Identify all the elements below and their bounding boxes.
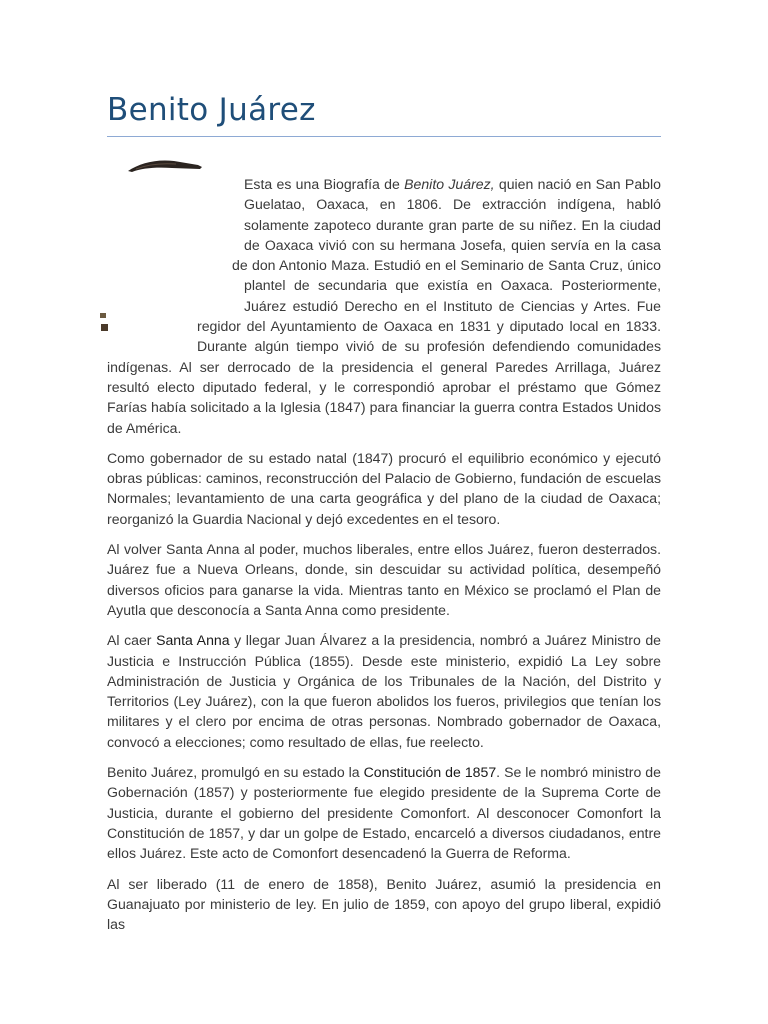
text-run: y llegar Juan Álvarez a la presidencia, nombró a Juárez Ministro de Justicia e Instrucción Pública (1855). Desde este ministerio, expidió La Ley sobre Administración de Justicia y Orgánica de los Tribunales de la Nación, del Distrito y Territorios (Ley Juárez), con la que fueron abolidos los fueros, privilegios que tenían los militares y el clero por encima de otras personas. Nombrado gobernador de Oaxaca, convocó a elecciones; como resultado de ellas, fue reelecto. <box>107 632 662 750</box>
paragraph <box>107 539 661 620</box>
text-run: Esta es una Biografía de <box>244 176 405 192</box>
text-run: Al volver Santa Anna al poder, muchos liberales, entre ellos Juárez, fueron desterrados. Juárez fue a Nueva Orleans, donde, sin descuidar su actividad política, desempeñó diversos oficios para ganarse la vida. Mientras tanto en México se proclamó el Plan de Ayutla que desconocía a Santa Anna como presidente. <box>107 541 661 618</box>
text-run: quien nació en San Pablo Guelatao, Oaxaca, en 1806. De extracción indígena, habló solamente zapoteco durante gran parte de su niñez. En la ciudad de Oaxaca vivió con su hermana Josefa, quien servía en la casa de don Antonio Maza. Estudió en el Seminario de Santa Cruz, único plantel de secundaria que existía en Oaxaca. Posteriormente, Juárez estudió Derecho en el Instituto de Ciencias y Artes. Fue regidor del Ayuntamiento de Oaxaca en 1831 y diputado local en 1833. Durante algún tiempo vivió de su profesión defendiendo comunidades indígenas. Al ser derrocado de la presidencia el general Paredes Arrillaga, Juárez resultó electo diputado federal, y le correspondió aprobar el préstamo que Gómez Farías había solicitado a la Iglesia (1847) para financiar la guerra contra Estados Unidos de América. <box>107 176 661 436</box>
page-title: Benito Juárez <box>107 92 316 128</box>
image-fragment <box>100 313 108 333</box>
text-run: Como gobernador de su estado natal (1847) procuró el equilibrio económico y ejecutó obras públicas: caminos, reconstrucción del Palacio de Gobierno, fundación de escuelas Normales; levantamiento de una carta geográfica y del plano de la ciudad de Oaxaca; reorganizó la Guardia Nacional y dejó excedentes en el tesoro. <box>107 449 661 527</box>
image-wrap-spacer <box>107 215 244 235</box>
image-wrap-spacer <box>107 235 244 255</box>
document-body <box>107 174 661 944</box>
text-run: Al caer <box>107 632 157 649</box>
image-wrap-spacer <box>107 316 197 336</box>
constitucion-1857-link[interactable]: Constitución de 1857 <box>363 764 497 781</box>
paragraph <box>107 630 661 752</box>
text-run: Al ser liberado (11 de enero de 1858), Benito Juárez, asumió la presidencia en Guanajuato por ministerio de ley. En julio de 1859, con apoyo del grupo liberal, expidió las <box>107 875 661 933</box>
image-wrap-spacer <box>107 174 244 194</box>
text-run: Benito Juárez, promulgó en su estado la <box>107 764 364 781</box>
image-wrap-spacer <box>107 336 197 356</box>
santa-anna-link[interactable]: Santa Anna <box>156 632 230 649</box>
paragraph <box>107 448 661 529</box>
portrait-image <box>126 157 206 173</box>
title-divider <box>107 136 661 137</box>
paragraph <box>107 762 661 863</box>
image-wrap-spacer <box>107 194 244 214</box>
paragraph <box>107 174 661 438</box>
text-run-italic: Benito Juárez, <box>404 176 495 192</box>
text-run: . Se le nombró ministro de Gobernación (1857) y posteriormente fue elegido presidente de la Suprema Corte de Justicia, durante el gobierno del presidente Comonfort. Al desconocer Comonfort la Constitución de 1857, y dar un golpe de Estado, encarceló a diversos ciudadanos, entre ellos Juárez. Este acto de Comonfort desencadenó la Guerra de Reforma. <box>107 764 661 862</box>
paragraph <box>107 874 661 935</box>
image-wrap-spacer <box>107 296 244 316</box>
image-wrap-spacer <box>107 255 232 275</box>
image-wrap-spacer <box>107 275 244 295</box>
